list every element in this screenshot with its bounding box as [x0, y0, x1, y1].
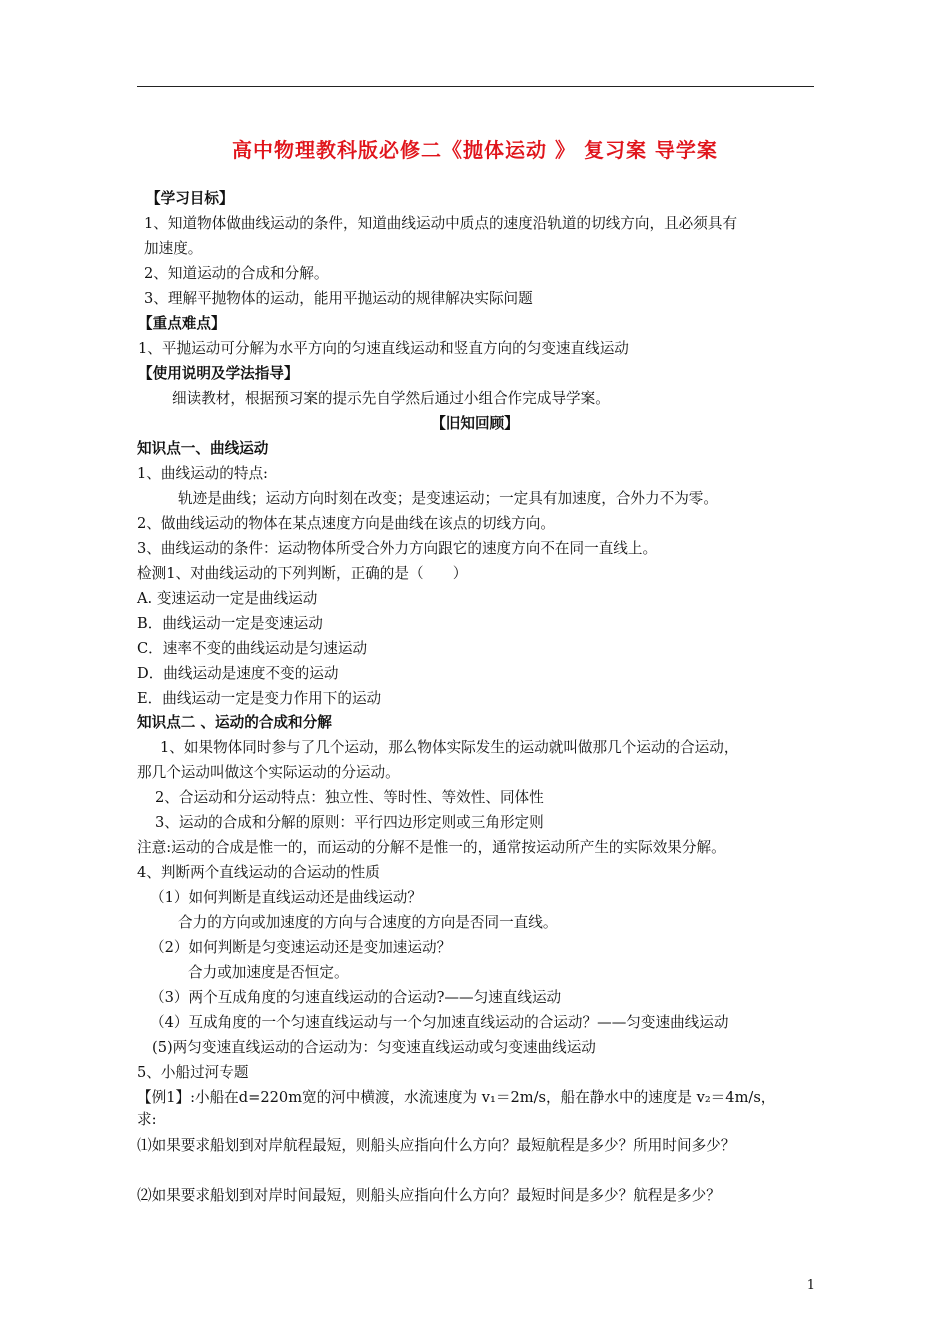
kp2-item-5: 5、小船过河专题 [137, 1064, 249, 1081]
check-question: 检测1、对曲线运动的下列判断，正确的是（ ） [137, 565, 468, 582]
example-1-cont: 求: [137, 1111, 157, 1128]
usage-heading: 【使用说明及学法指导】 [138, 365, 299, 382]
goal-1: 1、知道物体做曲线运动的条件，知道曲线运动中质点的速度沿轨道的切线方向，且必须具有 [144, 215, 738, 232]
goal-1-cont: 加速度。 [144, 240, 203, 257]
option-c: C．速率不变的曲线运动是匀速运动 [137, 640, 368, 657]
option-e: E．曲线运动一定是变力作用下的运动 [137, 690, 382, 707]
goals-heading: 【学习目标】 [146, 190, 234, 207]
key-point-1: 1、平抛运动可分解为水平方向的匀速直线运动和竖直方向的匀变速直线运动 [138, 340, 629, 357]
option-a: A. 变速运动一定是曲线运动 [137, 590, 318, 607]
kp2-item-4: 4、判断两个直线运动的合运动的性质 [137, 864, 380, 881]
kp2-heading: 知识点二 、运动的合成和分解 [137, 714, 332, 731]
key-heading: 【重点难点】 [138, 315, 226, 332]
header-rule [137, 86, 814, 87]
kp1-item-1: 1、曲线运动的特点: [137, 465, 268, 482]
review-heading: 【旧知回顾】 [431, 415, 519, 432]
goal-2: 2、知道运动的合成和分解。 [144, 265, 329, 282]
kp2-item-1: 1、如果物体同时参与了几个运动，那么物体实际发生的运动就叫做那几个运动的合运动， [160, 739, 739, 756]
kp2-sub-2-answer: 合力或加速度是否恒定。 [188, 964, 349, 981]
kp1-item-3: 3、曲线运动的条件：运动物体所受合外力方向跟它的速度方向不在同一直线上。 [137, 540, 658, 557]
kp2-sub-2: （2）如何判断是匀变速运动还是变加速运动？ [150, 939, 452, 956]
option-d: D．曲线运动是速度不变的运动 [137, 665, 339, 682]
kp1-item-2: 2、做曲线运动的物体在某点速度方向是曲线在该点的切线方向。 [137, 515, 555, 532]
example-1-q2: ⑵如果要求船划到对岸时间最短，则船头应指向什么方向？最短时间是多少？航程是多少？ [137, 1187, 721, 1204]
kp2-note: 注意:运动的合成是惟一的，而运动的分解不是惟一的，通常按运动所产生的实际效果分解。 [137, 839, 726, 856]
kp2-sub-1-answer: 合力的方向或加速度的方向与合速度的方向是否同一直线。 [178, 914, 558, 931]
kp2-sub-1: （1）如何判断是直线运动还是曲线运动？ [150, 889, 422, 906]
kp2-item-2: 2、合运动和分运动特点：独立性、等时性、等效性、同体性 [155, 789, 544, 806]
kp2-sub-4: （4）互成角度的一个匀速直线运动与一个匀加速直线运动的合运动？——匀变速曲线运动 [150, 1014, 729, 1031]
kp2-item-3: 3、运动的合成和分解的原则：平行四边形定则或三角形定则 [155, 814, 544, 831]
kp2-item-1-cont: 那几个运动叫做这个实际运动的分运动。 [137, 764, 400, 781]
kp1-item-1-text: 轨迹是曲线；运动方向时刻在改变；是变速运动；一定具有加速度，合外力不为零。 [178, 490, 718, 507]
goal-3: 3、理解平抛物体的运动，能用平抛运动的规律解决实际问题 [144, 290, 533, 307]
example-1: 【例1】:小船在d=220m宽的河中横渡，水流速度为 v₁＝2m/s，船在静水中的速度是 v₂＝4m/s， [137, 1089, 776, 1106]
usage-text: 细读教材，根据预习案的提示先自学然后通过小组合作完成导学案。 [172, 390, 610, 407]
option-b: B．曲线运动一定是变速运动 [137, 615, 323, 632]
page-title: 高中物理教科版必修二《抛体运动 》 复习案 导学案 [232, 138, 718, 162]
page-number: 1 [806, 1278, 815, 1293]
kp2-sub-5: (5)两匀变速直线运动的合运动为：匀变速直线运动或匀变速曲线运动 [152, 1039, 596, 1056]
example-1-q1: ⑴如果要求船划到对岸航程最短，则船头应指向什么方向？最短航程是多少？所用时间多少？ [137, 1137, 736, 1154]
kp2-sub-3: （3）两个互成角度的匀速直线运动的合运动?——匀速直线运动 [150, 989, 562, 1006]
kp1-heading: 知识点一、曲线运动 [137, 440, 269, 457]
